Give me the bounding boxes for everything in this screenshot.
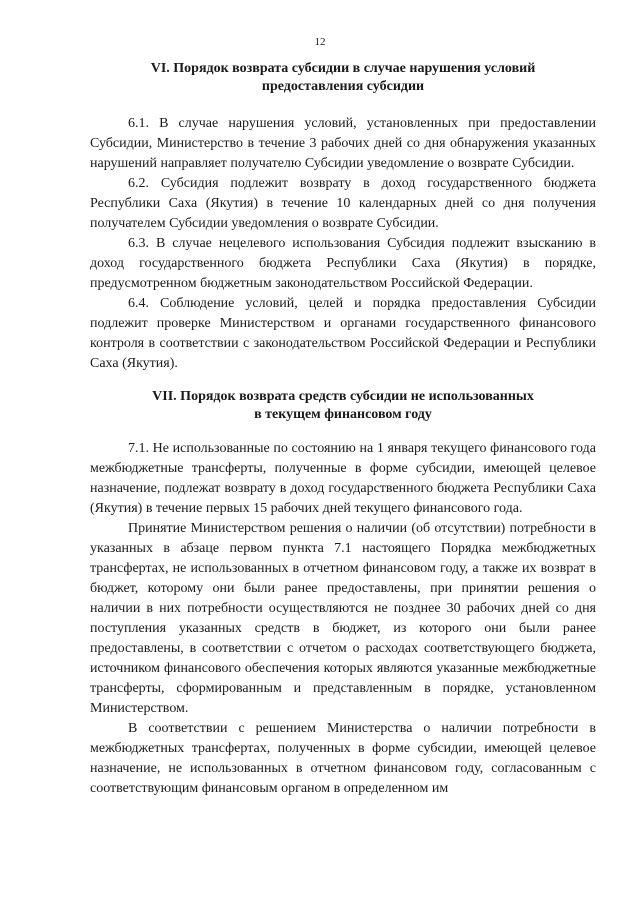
paragraph-7-1-third: В соответствии с решением Министерства о наличии потребности в межбюджетных трансфертах, полученных в форме субсидии, имеющей целевое назначение, не использованных в отчетном финансовом году, согласованным с соответствующим финансовым органом в определенном им [90, 721, 596, 796]
section-6-heading-line-1: VI. Порядок возврата субсидии в случае нарушения условий [150, 61, 536, 76]
section-7-heading-line-2: в текущем финансовом году [254, 407, 432, 422]
paragraph-6-3: 6.3. В случае нецелевого использования Субсидия подлежит взысканию в доход государственного бюджета Республики Саха (Якутия) в порядке, предусмотренном бюджетным законодательством Российской Федерации. [90, 236, 596, 291]
section-6-heading [90, 60, 596, 96]
section-6-heading-line-2: предоставления субсидии [261, 79, 425, 94]
document-body [90, 60, 596, 799]
page-number: 12 [314, 36, 326, 48]
paragraph-7-1: 7.1. Не использованные по состоянию на 1 января текущего финансового года межбюджетные трансферты, полученные в форме субсидии, имеющей целевое назначение, подлежат возврату в доход государственного бюджета Республики Саха (Якутия) в течение первых 15 рабочих дней текущего финансового года. [90, 441, 596, 516]
paragraph-6-1: 6.1. В случае нарушения условий, установленных при предоставлении Субсидии, Министерство в течение 3 рабочих дней со дня обнаружения указанных нарушений направляет получателю Субсидии уведомление о возврате Субсидии. [90, 116, 596, 171]
section-7-heading-line-1: VII. Порядок возврата средств субсидии не использованных [152, 389, 534, 404]
section-7-heading [90, 388, 596, 424]
paragraph-7-1-second: Принятие Министерством решения о наличии (об отсутствии) потребности в указанных в абзаце первом пункта 7.1 настоящего Порядка межбюджетных трансфертах, не использованных в отчетном финансовом году, а также их возврат в бюджет, которому они были ранее предоставлены, при принятии решения о наличии в них потребности осуществляются не позднее 30 рабочих дней со дня поступления указанных средств в бюджет, из которого они были ранее предоставлены, в соответствии с отчетом о расходах соответствующего бюджета, источником финансового обеспечения которых являются указанные межбюджетные трансферты, сформированным и представленным в порядке, установленном Министерством. [90, 521, 596, 716]
paragraph-6-4: 6.4. Соблюдение условий, целей и порядка предоставления Субсидии подлежит проверке Министерством и органами государственного финансового контроля в соответствии с законодательством Российской Федерации и Республики Саха (Якутия). [90, 296, 596, 371]
paragraph-6-2: 6.2. Субсидия подлежит возврату в доход государственного бюджета Республики Саха (Якутия) в течение 10 календарных дней со дня получения получателем Субсидии уведомления о возврате Субсидии. [90, 176, 596, 231]
